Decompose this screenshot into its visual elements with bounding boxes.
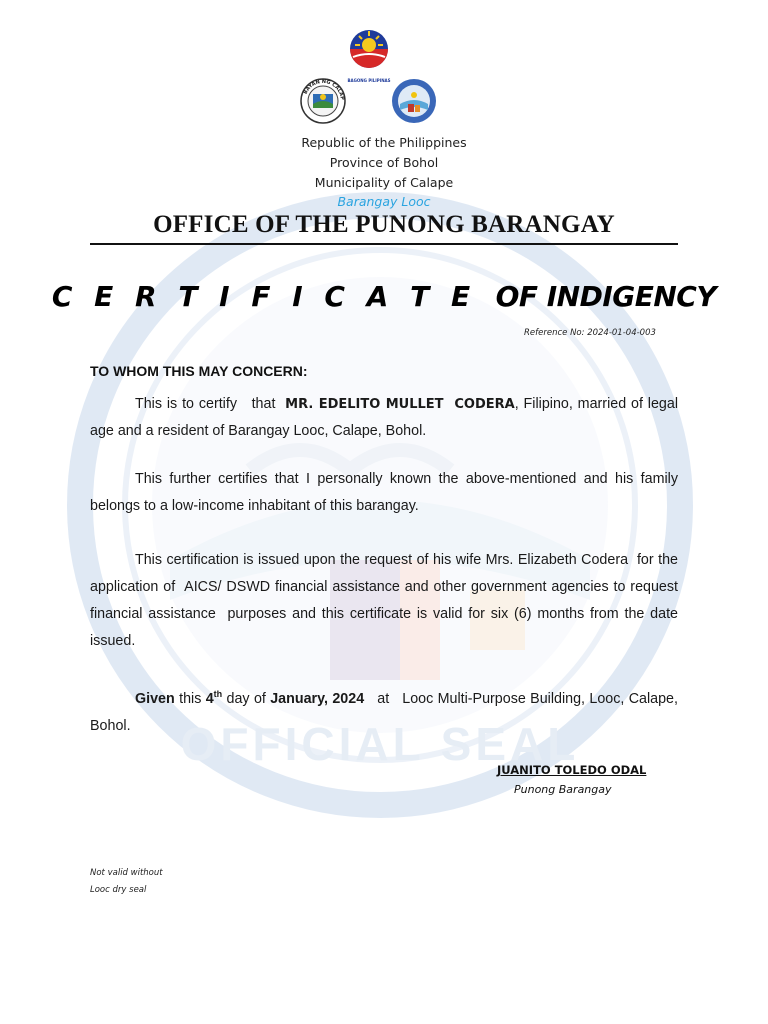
- office-heading: OFFICE OF THE PUNONG BARANGAY: [153, 211, 615, 238]
- beneficiary-name: MR. EDELITO MULLET CODERA: [285, 397, 515, 412]
- paragraph-income: [90, 466, 678, 520]
- calape-seal-ring-text: [300, 78, 346, 124]
- bagong-pilipinas-logo: [347, 27, 391, 83]
- svg-text:BAYAN NG CALAPE: BAYAN NG CALAP: [302, 78, 346, 101]
- note-line-2: Looc dry seal: [90, 885, 147, 895]
- bagong-pilipinas-text: BAGONG PILIPINAS: [347, 78, 391, 83]
- paragraph-certify: [90, 391, 678, 445]
- note-line-1: Not valid without: [90, 868, 163, 878]
- header-province: Province of Bohol: [329, 155, 439, 170]
- given-day-suffix: th: [213, 689, 223, 699]
- paragraph-purpose: [90, 547, 682, 655]
- bagong-pilipinas-icon: [347, 27, 391, 73]
- header-barangay: Barangay Looc: [337, 194, 431, 209]
- given-day: 4: [205, 690, 214, 707]
- signatory-name: JUANITO TOLEDO ODAL: [497, 763, 647, 777]
- certificate-title-rest: OF INDIGENCY: [495, 280, 717, 313]
- given-location: at Looc Multi-Purpose Building, Looc, Calape, Bohol.: [90, 690, 682, 734]
- paragraph-given: [90, 681, 682, 740]
- purpose-text: This certification is issued upon the request of his wife Mrs. Elizabeth Codera for the application of AICS/ DSWD financial assistance and other government agencies to request financial assistance purposes and this certificate is valid for six (6) months from the date issued.: [90, 552, 682, 649]
- income-text: This further certifies that I personally known the above-mentioned and his family belongs to a low-income inhabitant of this barangay.: [90, 471, 678, 514]
- header-republic: Republic of the Philippines: [301, 135, 467, 150]
- barangay-looc-seal: [391, 78, 437, 124]
- salutation: TO WHOM THIS MAY CONCERN:: [90, 363, 308, 379]
- given-day-of: day of: [222, 690, 271, 707]
- header-divider: [90, 243, 678, 245]
- certify-intro: This is to certify that: [135, 396, 286, 412]
- municipality-of-calape-seal: [300, 78, 346, 124]
- certificate-title: [0, 280, 768, 313]
- given-month-year: January, 2024: [270, 690, 365, 707]
- given-word: Given: [135, 690, 175, 707]
- certify-details: , Filipino, married of legal age and a resident of Barangay Looc, Calape, Bohol.: [90, 396, 679, 439]
- watermark-text: OFFICIAL SEAL: [180, 718, 580, 770]
- signatory-title: Punong Barangay: [514, 783, 612, 796]
- given-this: this: [174, 690, 206, 707]
- barangay-seal-icon: [391, 78, 437, 124]
- header-municipality: Municipality of Calape: [314, 175, 454, 190]
- reference-number: Reference No: 2024-01-04-003: [524, 328, 656, 338]
- certificate-title-spaced: C E R T I F I C A T E: [51, 280, 477, 313]
